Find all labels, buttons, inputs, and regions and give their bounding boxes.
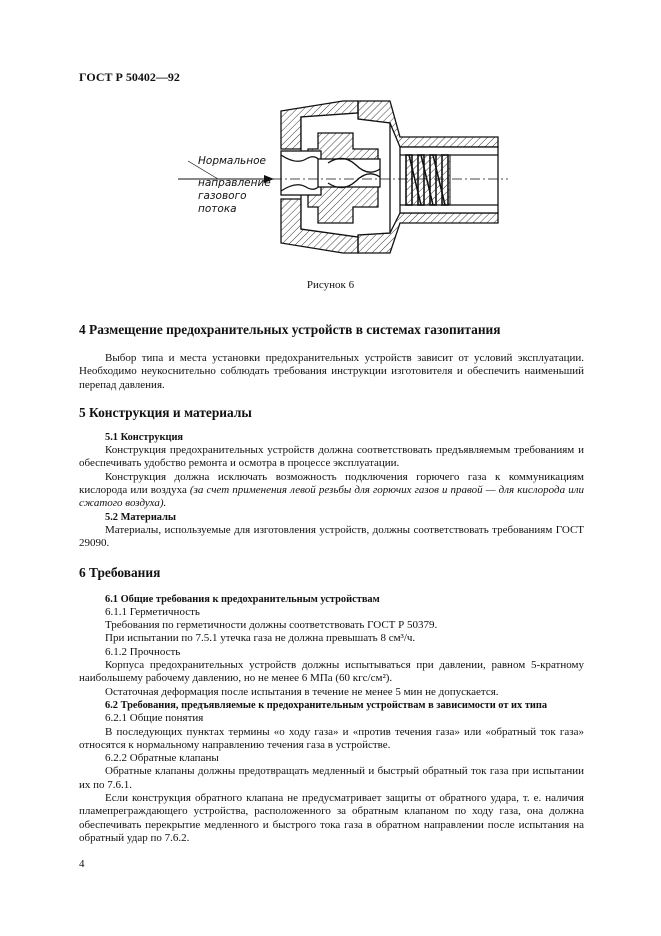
- section-6-1-2-paragraph-2: Остаточная деформация после испытания в течение не менее 5 мин не допускается.: [105, 685, 499, 698]
- section-4-heading: 4 Размещение предохранительных устройств в системах газопитания: [79, 322, 501, 337]
- section-5-1-paragraph: Конструкция предохранительных устройств должна соответствовать предъявляемым требованиям и обеспечивать удобство ремонта и осмотра в процессе эксплуатации.: [79, 444, 584, 470]
- section-6-1-1-paragraph: Требования по герметичности должны соответствовать ГОСТ Р 50379.: [105, 619, 438, 632]
- document-header: ГОСТ Р 50402—92: [79, 70, 180, 84]
- section-5-1-paragraph-2: [79, 471, 584, 511]
- section-5-1-heading: 5.1 Конструкция: [105, 431, 184, 443]
- section-6-1-2-paragraph: Корпуса предохранительных устройств должны испытываться при давлении, равном 5-кратному наибольшему рабочему давлению, но не менее 6 МПа (60 кгс/см²).: [79, 659, 584, 685]
- section-6-2-2-paragraph: Обратные клапаны должны предотвращать медленный и быстрый обратный ток газа при испытании их по 7.6.1.: [79, 765, 584, 791]
- section-4-paragraph: Выбор типа и места установки предохранительных устройств зависит от условий эксплуатации. Необходимо неукоснительно соблюдать требования инструкции изготовителя и обеспечить наименьший перепад давления.: [79, 352, 584, 391]
- section-6-2-2-paragraph-2: Если конструкция обратного клапана не предусматривает защиты от обратного удара, т. е. наличия пламепреграждающего устройства, расположенного за обратным клапаном по ходу газа, она должна обеспечивать перекрытие медленного и быстрого тока газа в обратном направлении после испытания на обратный удар по 7.6.2.: [79, 792, 584, 844]
- flow-label-line: потока: [198, 203, 237, 215]
- section-6-2-heading: 6.2 Требования, предъявляемые к предохранительным устройствам в зависимости от их типа: [105, 699, 548, 711]
- flow-direction-label: [198, 155, 271, 216]
- section-5-2-paragraph: Материалы, используемые для изготовления устройств, должны соответствовать требованиям ГОСТ 29090.: [79, 523, 584, 550]
- section-6-2-1-heading: 6.2.1 Общие понятия: [105, 712, 204, 725]
- section-6-2-2-heading: 6.2.2 Обратные клапаны: [105, 752, 219, 765]
- flow-label-line: газового: [198, 190, 247, 202]
- section-6-1-2-heading: 6.1.2 Прочность: [105, 645, 181, 658]
- section-5-2-heading: 5.2 Материалы: [105, 511, 177, 523]
- document-body: [79, 322, 584, 845]
- section-6-1-heading: 6.1 Общие требования к предохранительным устройствам: [105, 593, 380, 605]
- section-6-1-1-paragraph-2: При испытании по 7.5.1 утечка газа не должна превышать 8 см³/ч.: [105, 632, 416, 645]
- page-number: 4: [79, 858, 85, 870]
- flow-label-line: направление: [198, 177, 271, 189]
- flow-label-line: Нормальное: [198, 155, 266, 167]
- figure-caption: Рисунок 6: [306, 279, 355, 291]
- paragraph-italic-note: (за счет применения левой резьбы для горючих газов и правой — для кислорода или сжатого воздуха).: [79, 484, 584, 510]
- section-5-heading: 5 Конструкция и материалы: [79, 404, 252, 420]
- section-6-heading: 6 Требования: [79, 564, 161, 580]
- section-6-1-1-heading: 6.1.1 Герметичность: [105, 605, 200, 618]
- paragraph-text: Конструкция должна исключать возможность подключения горючего газа к коммуникациям кислорода или воздуха: [79, 470, 584, 497]
- section-6-2-1-paragraph: В последующих пунктах термины «о ходу газа» и «против течения газа» или «обратный ток газа» относятся к нормальному направлению течения газа в устройстве.: [79, 725, 584, 751]
